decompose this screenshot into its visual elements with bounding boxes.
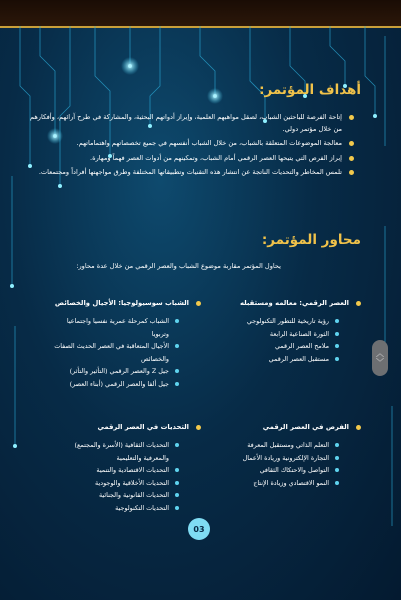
axis-item: الشباب كمرحلة عمرية نفسيا واجتماعيا وتربويا	[51, 315, 179, 340]
chevron-up-icon[interactable]: ︿	[376, 349, 384, 358]
goal-item: إتاحة الفرصة للباحثين الشباب، لصقل مواهبهم العلمية، وإبراز أدواتهم البحثية، والمشاركة في طرح آرائهم، وأفكارهم من خلال مؤتمر دولي.	[24, 112, 356, 135]
axis-item: التحديات التكنولوجية	[51, 502, 179, 515]
chevron-down-icon[interactable]: ﹀	[376, 358, 384, 367]
page-number: 03	[188, 518, 210, 540]
axis-youth-sociology	[51, 298, 201, 390]
goals-list	[24, 112, 356, 182]
axis-item: ملامح العصر الرقمي	[211, 340, 339, 353]
axis-digital-age	[211, 298, 361, 365]
goal-item: إبراز الفرص التي يتيحها العصر الرقمي أمام الشباب، وتمكينهم من أدوات العصر فهماً ومهارة.	[24, 153, 356, 165]
axis-title: الشباب سوسيولوجيا: الأجيال والخصائص	[51, 298, 201, 309]
axes-heading: محاور المؤتمر:	[261, 232, 361, 248]
axis-opportunities	[211, 422, 361, 489]
axis-item: التجارة الإلكترونية وريادة الأعمال	[211, 452, 339, 465]
goal-item: معالجة الموضوعات المتعلقة بالشباب، من خلال الشباب أنفسهم في جميع تخصصاتهم واهتماماتهم.	[24, 138, 356, 150]
axis-item: النمو الاقتصادي وزيادة الإنتاج	[211, 477, 339, 490]
axes-intro: يحاول المؤتمر مقاربة موضوع الشباب والعصر الرقمي من خلال عدة محاور:	[76, 262, 281, 270]
axis-item: التعلم الذاتي ومستقبل المعرفة	[211, 439, 339, 452]
axis-item: جيل ألفا والعصر الرقمي (أبناء العصر)	[51, 378, 179, 391]
axis-title: التحديات في العصر الرقمي	[51, 422, 201, 433]
goals-heading: أهداف المؤتمر:	[259, 82, 361, 98]
axis-title: العصر الرقمي: معالمه ومستقبله	[211, 298, 361, 309]
axis-item: رؤية تاريخية للتطور التكنولوجي	[211, 315, 339, 328]
axis-item: التحديات القانونية والجنائية	[51, 489, 179, 502]
axis-item: التحديات الاقتصادية والتنمية	[51, 464, 179, 477]
axis-title: الفرص في العصر الرقمي	[211, 422, 361, 433]
axis-item: الأجيال المتعاقبة في العصر الحديث الصفات والخصائص	[51, 340, 179, 365]
axis-item: التحديات الثقافية (الأسرة والمجتمع) والمعرفية والتعليمية	[51, 439, 179, 464]
goal-item: تلمس المخاطر والتحديات الناتجة عن انتشار هذه التقنيات وتطبيقاتها المختلفة وطرق مواجهتها أفراداً ومجتمعات.	[24, 167, 356, 179]
axis-challenges	[51, 422, 201, 514]
axis-item: جيل Z والعصر الرقمي (التأثير والتأثر)	[51, 365, 179, 378]
axis-item: التواصل والاحتكاك الثقافي	[211, 464, 339, 477]
axis-item: مستقبل العصر الرقمي	[211, 353, 339, 366]
axis-item: الثورة الصناعية الرابعة	[211, 328, 339, 341]
axis-item: التحديات الأخلاقية والوجودية	[51, 477, 179, 490]
scroll-control[interactable]	[372, 340, 388, 376]
